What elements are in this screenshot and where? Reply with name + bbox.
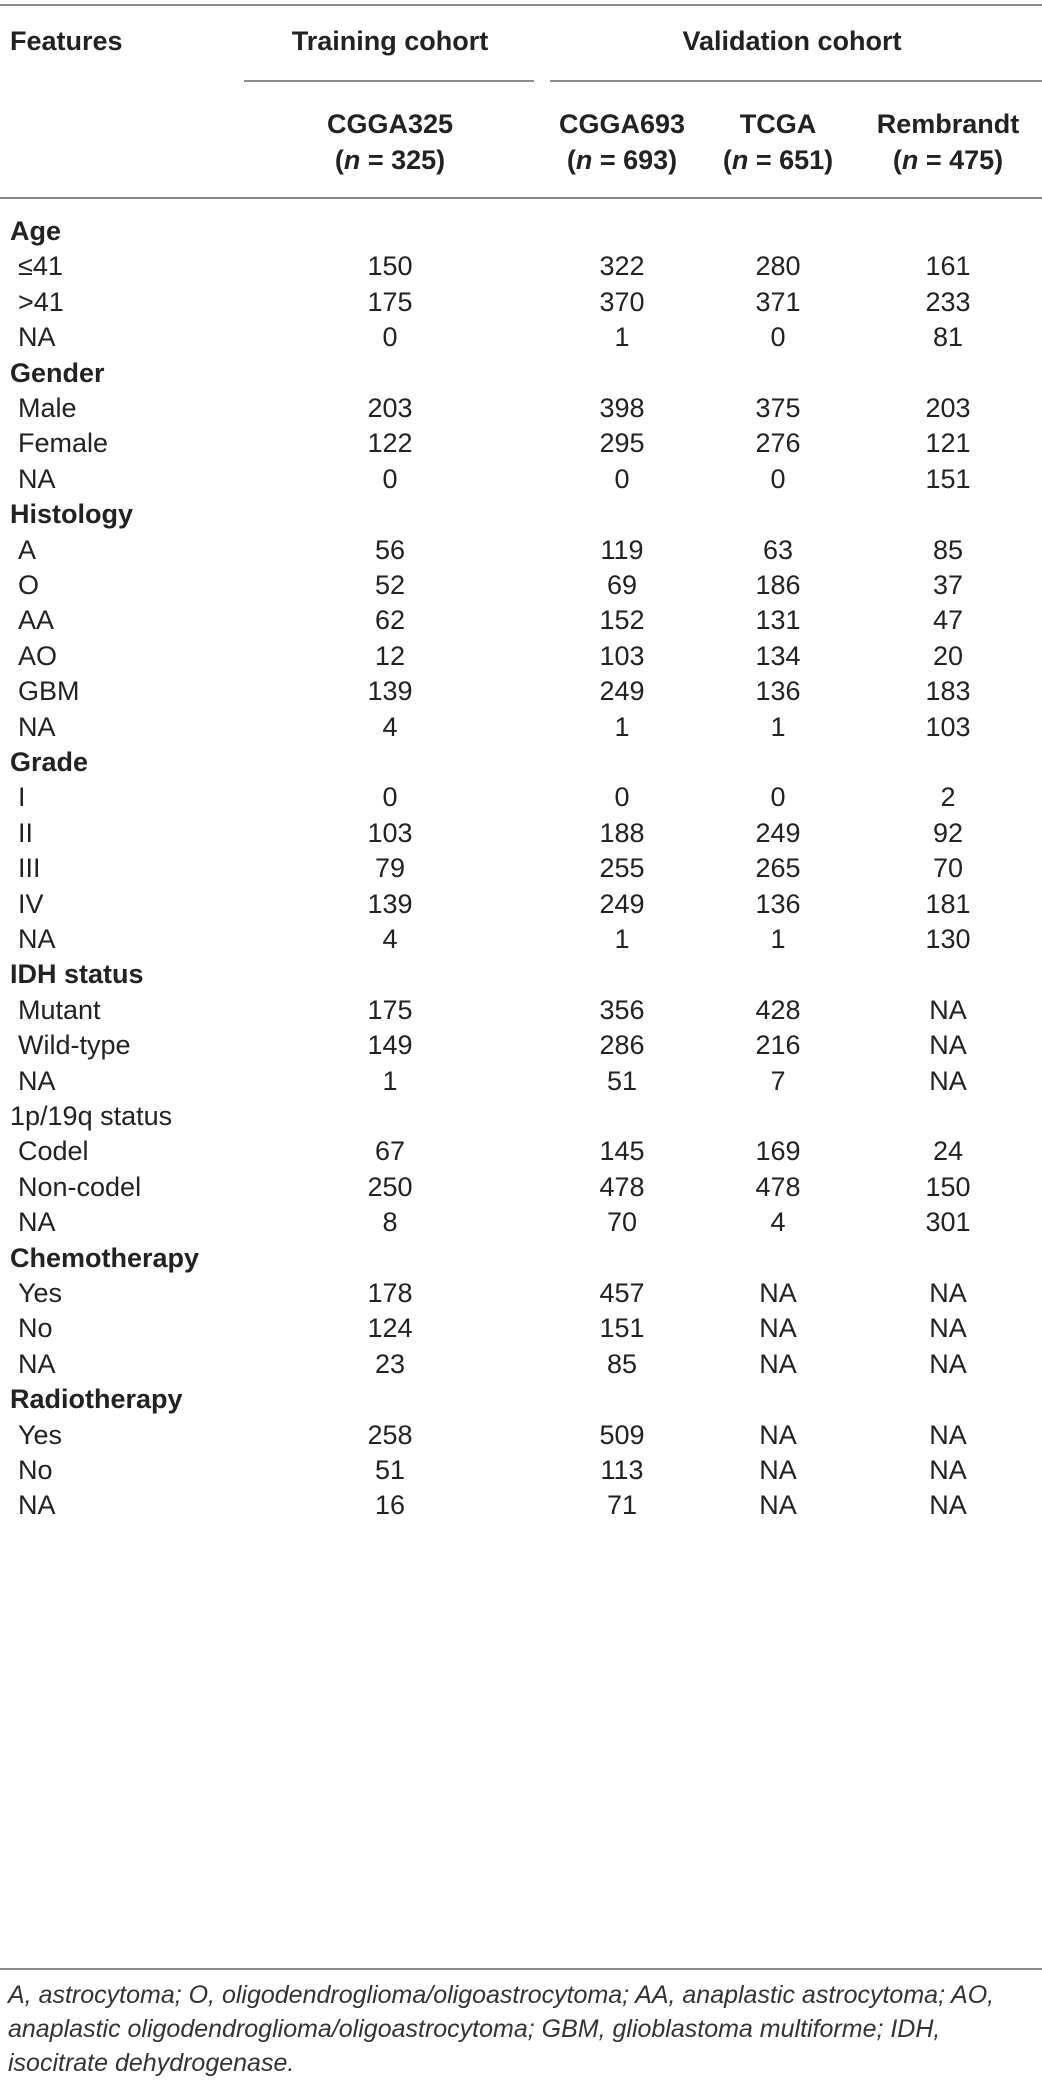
row-label: ≤41	[18, 251, 63, 281]
table-cell: 134	[755, 641, 801, 671]
table-cell: 203	[925, 393, 971, 423]
column-header-n-symbol: n	[575, 145, 593, 175]
table-cell: 136	[755, 889, 801, 919]
table-cell: 152	[599, 605, 645, 635]
column-header-n-symbol: n	[901, 145, 919, 175]
column-header-name: CGGA693	[558, 109, 686, 139]
table-cell: NA	[929, 1278, 967, 1308]
table-cell: 7	[770, 1066, 786, 1096]
table-cell: 130	[925, 924, 971, 954]
table-cell: 0	[614, 782, 630, 812]
table-cell: NA	[929, 1030, 967, 1060]
table-cell: 286	[599, 1030, 645, 1060]
table-cell: NA	[929, 1066, 967, 1096]
row-label: NA	[18, 1066, 56, 1096]
table-cell: 0	[770, 322, 786, 352]
table-cell: 145	[599, 1136, 645, 1166]
table-cell: 181	[925, 889, 971, 919]
training-group-rule	[244, 80, 534, 82]
table-cell: 51	[606, 1066, 638, 1096]
table-cell: 265	[755, 853, 801, 883]
table-footnote: A, astrocytoma; O, oligodendroglioma/oligoastrocytoma; AA, anaplastic astrocytoma; AO, anaplastic oligodendroglioma/oligoastrocytoma; GBM, glioblastoma multiforme; IDH, isocitrate dehydrogenase.	[8, 1981, 995, 2077]
row-label: Non-codel	[18, 1172, 142, 1202]
table-cell: 457	[599, 1278, 645, 1308]
table-cell: 51	[374, 1455, 406, 1485]
row-label: O	[18, 570, 40, 600]
table-cell: 103	[925, 712, 971, 742]
table-cell: 85	[932, 535, 964, 565]
row-label: III	[18, 853, 41, 883]
table-cell: 47	[932, 605, 964, 635]
column-header-name: TCGA	[739, 109, 817, 139]
table-cell: 0	[382, 782, 398, 812]
table-cell: 139	[367, 676, 413, 706]
table-cell: 92	[932, 818, 964, 848]
table-cell: 295	[599, 428, 645, 458]
row-label: NA	[18, 1207, 56, 1237]
table-cell: 249	[599, 676, 645, 706]
row-label: Mutant	[18, 995, 101, 1025]
section-heading: Age	[10, 216, 62, 246]
column-header-n: (n = 475)	[892, 145, 1004, 175]
table-cell: 398	[599, 393, 645, 423]
table-cell: 1	[770, 712, 786, 742]
row-label: AA	[18, 605, 55, 635]
column-header-n: (n = 693)	[566, 145, 678, 175]
table-cell: 188	[599, 818, 645, 848]
row-label: AO	[18, 641, 58, 671]
table-cell: 56	[374, 535, 406, 565]
table-cell: 1	[614, 924, 630, 954]
table-cell: NA	[759, 1313, 797, 1343]
table-cell: 371	[755, 287, 801, 317]
table-cell: NA	[929, 1313, 967, 1343]
table-cell: 280	[755, 251, 801, 281]
table-cell: NA	[759, 1278, 797, 1308]
table-cell: 0	[614, 464, 630, 494]
row-label: NA	[18, 1349, 56, 1379]
table-cell: 151	[925, 464, 971, 494]
column-header-n-value: = 325)	[360, 145, 446, 175]
table-cell: 121	[925, 428, 971, 458]
table-cell: 4	[382, 712, 398, 742]
table-cell: 113	[600, 1455, 644, 1485]
bottom-rule	[0, 1968, 1042, 1970]
column-header-n-value: = 475)	[918, 145, 1004, 175]
row-label: No	[18, 1313, 53, 1343]
table-cell: 63	[762, 535, 794, 565]
table-cell: 69	[606, 570, 638, 600]
top-rule	[0, 4, 1042, 6]
row-label: NA	[18, 712, 56, 742]
table-cell: 139	[367, 889, 413, 919]
table-cell: 67	[374, 1136, 406, 1166]
table-cell: 175	[367, 995, 413, 1025]
header-validation-cohort: Validation cohort	[682, 26, 902, 56]
table-cell: 216	[755, 1030, 801, 1060]
table-cell: 62	[374, 605, 406, 635]
column-header-n: (n = 651)	[722, 145, 834, 175]
table-cell: 20	[932, 641, 964, 671]
column-header-n-value: = 651)	[748, 145, 834, 175]
table-cell: 161	[925, 251, 971, 281]
table-cell: 70	[606, 1207, 638, 1237]
table-cell: 85	[606, 1349, 638, 1379]
table-cell: 478	[755, 1172, 801, 1202]
row-label: II	[18, 818, 34, 848]
table-cell: NA	[759, 1490, 797, 1520]
table-cell: 81	[932, 322, 964, 352]
table-cell: 169	[755, 1136, 801, 1166]
table-cell: 12	[374, 641, 406, 671]
row-label: >41	[18, 287, 64, 317]
row-label: NA	[18, 464, 56, 494]
table-cell: 356	[599, 995, 645, 1025]
table-cell: 175	[367, 287, 413, 317]
table-cell: 509	[599, 1420, 645, 1450]
table-cell: 1	[614, 322, 630, 352]
section-heading: Chemotherapy	[10, 1243, 200, 1273]
column-header-n-symbol: n	[731, 145, 749, 175]
table-cell: 71	[606, 1490, 638, 1520]
table-cell: 1	[614, 712, 630, 742]
table-cell: 70	[932, 853, 964, 883]
table-cell: 1	[770, 924, 786, 954]
section-heading: Radiotherapy	[10, 1384, 183, 1414]
section-heading: Histology	[10, 499, 134, 529]
table-cell: 136	[755, 676, 801, 706]
table-cell: 250	[367, 1172, 413, 1202]
section-heading: IDH status	[10, 959, 144, 989]
table-cell: 0	[770, 782, 786, 812]
table-cell: 203	[367, 393, 413, 423]
table-cell: 255	[599, 853, 645, 883]
table-cell: 2	[940, 782, 956, 812]
table-cell: 178	[367, 1278, 413, 1308]
table-cell: 8	[382, 1207, 398, 1237]
table-cell: 151	[599, 1313, 645, 1343]
table-cell: 149	[367, 1030, 413, 1060]
table-cell: 375	[755, 393, 801, 423]
table-cell: NA	[929, 1420, 967, 1450]
row-label: Yes	[18, 1420, 63, 1450]
table-cell: NA	[759, 1349, 797, 1379]
table-cell: 103	[367, 818, 413, 848]
section-heading: 1p/19q status	[10, 1101, 173, 1131]
row-label: Yes	[18, 1278, 63, 1308]
table-cell: NA	[759, 1420, 797, 1450]
table-cell: NA	[759, 1455, 797, 1485]
row-label: NA	[18, 924, 56, 954]
table-cell: 258	[367, 1420, 413, 1450]
row-label: Codel	[18, 1136, 89, 1166]
table-cell: 119	[600, 535, 644, 565]
table-cell: 233	[925, 287, 971, 317]
row-label: No	[18, 1455, 53, 1485]
table-cell: NA	[929, 1349, 967, 1379]
table-cell: 276	[755, 428, 801, 458]
table-cell: 124	[367, 1313, 413, 1343]
table-cell: 79	[374, 853, 406, 883]
table-cell: NA	[929, 1455, 967, 1485]
table-cell: 52	[374, 570, 406, 600]
column-header-n-symbol: n	[343, 145, 361, 175]
table-cell: 150	[925, 1172, 971, 1202]
column-header-name: CGGA325	[326, 109, 454, 139]
validation-group-rule	[550, 80, 1042, 82]
table-cell: 428	[755, 995, 801, 1025]
table-cell: 0	[770, 464, 786, 494]
row-label: Male	[18, 393, 77, 423]
section-heading: Gender	[10, 358, 105, 388]
table-cell: 4	[382, 924, 398, 954]
header-training-cohort: Training cohort	[291, 26, 489, 56]
row-label: Wild-type	[18, 1030, 131, 1060]
table-cell: 249	[599, 889, 645, 919]
table-cell: 16	[374, 1490, 406, 1520]
table-cell: 131	[755, 605, 801, 635]
table-cell: 370	[599, 287, 645, 317]
section-heading: Grade	[10, 747, 89, 777]
table-cell: 186	[755, 570, 801, 600]
table-cell: 23	[374, 1349, 406, 1379]
row-label: A	[18, 535, 37, 565]
table-cell: 103	[599, 641, 645, 671]
table-cell: 0	[382, 464, 398, 494]
row-label: I	[18, 782, 26, 812]
table-cell: 322	[599, 251, 645, 281]
table-cell: 37	[932, 570, 964, 600]
table-cell: 4	[770, 1207, 786, 1237]
table-cell: 1	[382, 1066, 398, 1096]
header-features: Features	[10, 26, 123, 56]
row-label: NA	[18, 322, 56, 352]
table-cell: NA	[929, 995, 967, 1025]
table-cell: 249	[755, 818, 801, 848]
table-cell: 478	[599, 1172, 645, 1202]
table-cell: 122	[367, 428, 413, 458]
row-label: IV	[18, 889, 44, 919]
header-bottom-rule	[0, 197, 1042, 199]
column-header-n-value: = 693)	[592, 145, 678, 175]
table-cell: 301	[925, 1207, 971, 1237]
column-header-n: (n = 325)	[334, 145, 446, 175]
table-cell: 150	[367, 251, 413, 281]
row-label: GBM	[18, 676, 80, 706]
table-cell: 24	[932, 1136, 964, 1166]
table-cell: 183	[925, 676, 971, 706]
row-label: Female	[18, 428, 109, 458]
table-cell: 0	[382, 322, 398, 352]
table-cell: NA	[929, 1490, 967, 1520]
column-header-name: Rembrandt	[876, 109, 1020, 139]
row-label: NA	[18, 1490, 56, 1520]
